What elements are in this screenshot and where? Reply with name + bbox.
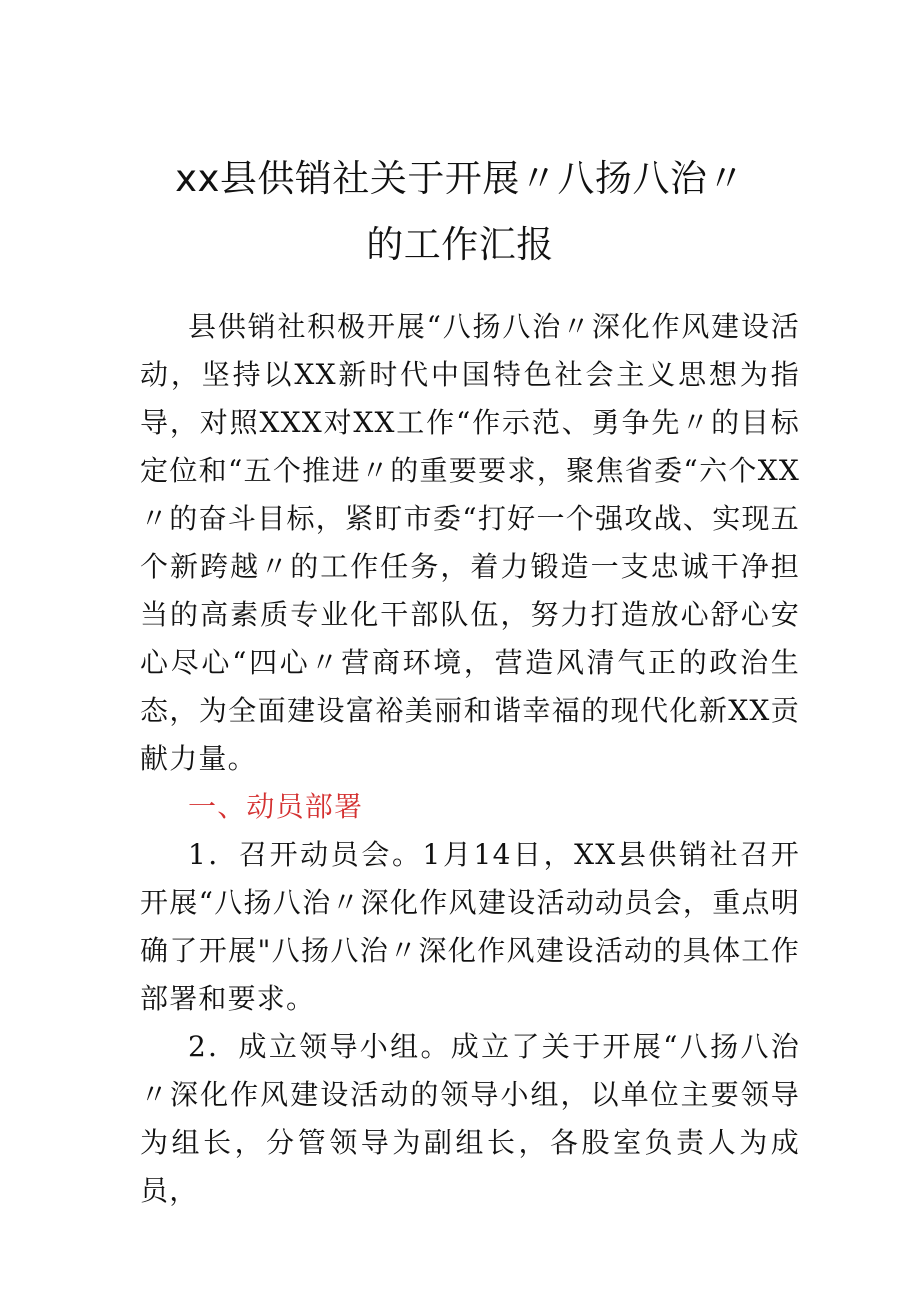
- item-2-paragraph: 2．成立领导小组。成立了关于开展“八扬八治〃深化作风建设活动的领导小组，以单位主要领导为组长，分管领导为副组长，各股室负责人为成员，: [140, 1030, 800, 1207]
- item-1-paragraph: 1．召开动员会。1月14日，XX县供销社召开开展“八扬八治〃深化作风建设活动动员会，重点明确了开展"八扬八治〃深化作风建设活动的具体工作部署和要求。: [140, 838, 800, 1015]
- document-body: [140, 303, 800, 1215]
- title-line-1: xx县供销社关于开展〃八扬八治〃: [175, 157, 745, 200]
- title-line-2: 的工作汇报: [366, 223, 554, 266]
- document-title: [100, 146, 820, 278]
- section-heading-mobilization: 一、动员部署: [188, 790, 364, 823]
- intro-paragraph: 县供销社积极开展“八扬八治〃深化作风建设活动，坚持以XX新时代中国特色社会主义思想为指导，对照XXX对XX工作“作示范、勇争先〃的目标定位和“五个推进〃的重要要求，聚焦省委“六个XX〃的奋斗目标，紧盯市委“打好一个强攻战、实现五个新跨越〃的工作任务，着力锻造一支忠诚干净担当的高素质专业化干部队伍，努力打造放心舒心安心尽心“四心〃营商环境，营造风清气正的政治生态，为全面建设富裕美丽和谐幸福的现代化新XX贡献力量。: [140, 310, 800, 775]
